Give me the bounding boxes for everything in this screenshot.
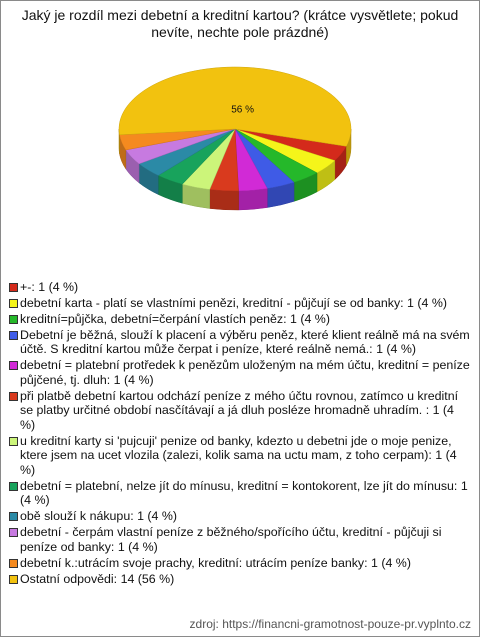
legend-swatch — [9, 331, 18, 340]
legend-label: debetní karta - platí se vlastními penězi, kreditní - půjčují se od banky: 1 (4 %) — [20, 295, 447, 310]
legend-label: obě slouží k nákupu: 1 (4 %) — [20, 509, 178, 524]
pie-chart — [1, 49, 479, 279]
legend-label: debetní = platební, nelze jít do mínusu, kreditní = kontokorent, lze jít do mínusu: 1 (4 %) — [20, 478, 468, 508]
legend-label: kreditní=půjčka, debetní=čerpání vlastích peněz: 1 (4 %) — [20, 311, 330, 326]
legend-swatch — [9, 283, 18, 292]
legend-swatch — [9, 299, 18, 308]
legend-item — [9, 389, 471, 433]
legend-label: debetní k.:utrácím svoje prachy, kreditní: utrácím peníze banky: 1 (4 %) — [20, 555, 411, 570]
legend-item — [9, 525, 471, 554]
legend-swatch — [9, 559, 18, 568]
legend-item — [9, 358, 471, 387]
legend-item — [9, 434, 471, 478]
legend-label: při platbě debetní kartou odchází peníze z mého účtu rovnou, zatímco u kreditní se platby určitné období nasčítávají a já dluh posléze hromadně uhradím. : 1 (4 %) — [20, 388, 459, 432]
legend-label: Debetní je běžná, slouží k placení a výběru peněz, které klient reálně má na svém účtě. S kreditní kartou může čerpat i peníze, které reálně nemá.: 1 (4 %) — [20, 327, 470, 357]
legend-label: +-: 1 (4 %) — [20, 280, 79, 294]
legend-item — [9, 312, 471, 327]
legend-item — [9, 296, 471, 311]
legend-swatch — [9, 315, 18, 324]
legend-swatch — [9, 512, 18, 521]
pie-slice-side — [239, 189, 268, 210]
data-label: 56 % — [231, 104, 255, 116]
legend-swatch — [9, 392, 18, 401]
source-note: zdroj: https://financni-gramotnost-pouze-pr.vyplnto.cz — [189, 617, 471, 631]
legend-item — [9, 509, 471, 524]
legend — [9, 280, 471, 587]
legend-label: debetní - čerpám vlastní peníze z běžného/spořícího účtu, kreditní - půjčuji si peníze od banky: 1 (4 %) — [20, 525, 442, 554]
legend-swatch — [9, 575, 18, 584]
legend-swatch — [9, 361, 18, 370]
legend-label: debetní = platební protředek k penězům uloženým na mém účtu, kreditní = peníze půjčené, tj. dluh: 1 (4 %) — [20, 358, 470, 387]
legend-item — [9, 280, 471, 295]
chart-title: Jaký je rozdíl mezi debetní a kreditní kartou? (krátce vysvětlete; pokud nevíte, nechte pole prázdné) — [21, 7, 459, 40]
legend-label: u kreditní karty si 'pujcuji' penize od banky, kdezto u debetni jde o moje penize, ktere jsem na ucet vlozila (zalezi, kolik sama na uctu mam, z toho cerpam): 1 (4 %) — [20, 433, 457, 477]
legend-swatch — [9, 437, 18, 446]
legend-swatch — [9, 482, 18, 491]
legend-item — [9, 479, 471, 508]
legend-item — [9, 572, 471, 587]
legend-swatch — [9, 528, 18, 537]
pie-slice-side — [210, 190, 239, 210]
legend-label: Ostatní odpovědi: 14 (56 %) — [20, 571, 175, 586]
legend-item — [9, 328, 471, 357]
legend-item — [9, 556, 471, 571]
